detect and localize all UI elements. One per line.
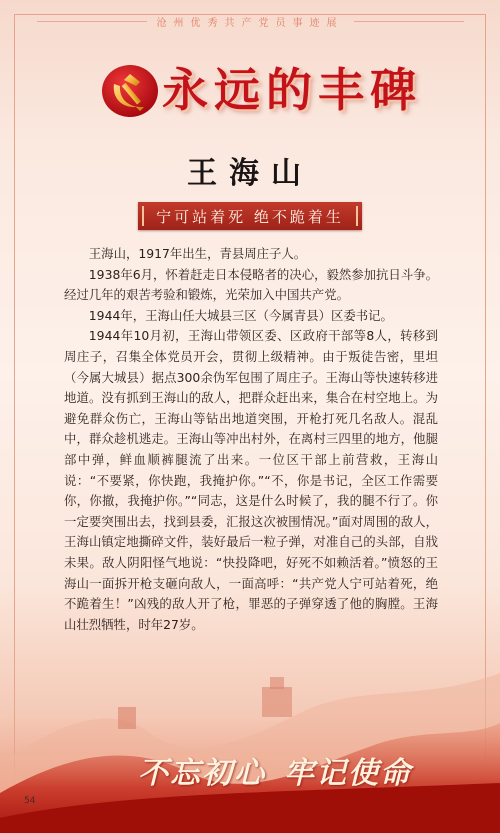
header-divider-right bbox=[354, 21, 464, 22]
paragraph-4: 1944年10月初，王海山带领区委、区政府干部等8人，转移到周庄子，召集全体党员开会，贯彻上级精神。由于叛徒告密，里坦（今属大城县）据点300余伪军包围了周庄子。王海山等快速转移进地道。没有抓到王海山的敌人，把群众赶出来，集合在村空地上。为避免群众伤亡，王海山等钻出地道突围，开枪打死几名敌人。混乱中，群众趁机逃走。王海山等冲出村外，在离村三四里的地方，他腿部中弹，鲜血顺裤腿流了出来。一位区干部上前营救，王海山说：“不要紧，你快跑，我掩护你。”“不，你是书记，全区工作需要你，你撤，我掩护你。”“同志，这是什么时候了，我的腿不行了。你一定要突围出去，找到县委，汇报这次被围情况。”面对周围的敌人，王海山镇定地撕碎文件，装好最后一粒子弹，对准自己的头部，自戕未果。敌人阴阳怪气地说：“快投降吧，好死不如赖活着。”愤怒的王海山一面拆开枪支砸向敌人，一面高呼：“共产党人宁可站着死，绝不跪着生！”凶残的敌人开了枪，罪恶的子弹穿透了他的胸膛。王海山壮烈牺牲，时年27岁。 bbox=[64, 328, 438, 632]
motto-text: 宁可站着死 绝不跪着生 bbox=[156, 207, 344, 226]
great-wall-illustration bbox=[0, 643, 500, 833]
hero-name: 王海山 bbox=[187, 156, 313, 191]
motto-banner bbox=[138, 202, 362, 230]
slogan-part-1: 不忘初心 bbox=[138, 756, 266, 791]
slogan-part-2: 牢记使命 bbox=[284, 756, 412, 791]
paragraph-2: 1938年6月，怀着赶走日本侵略者的决心，毅然参加抗日斗争。经过几年的艰苦考验和锻炼，光荣加入中国共产党。 bbox=[64, 266, 438, 303]
main-title: 永远的丰碑 bbox=[162, 63, 422, 117]
page-number: 54 bbox=[24, 796, 36, 806]
slogan bbox=[138, 752, 412, 796]
paragraph-1: 王海山，1917年出生，青县周庄子人。 bbox=[88, 246, 307, 261]
series-header bbox=[0, 10, 500, 32]
party-emblem-icon bbox=[100, 62, 160, 120]
paragraph-3: 1944年，王海山任大城县三区（今属青县）区委书记。 bbox=[88, 307, 393, 323]
biography-text bbox=[64, 244, 438, 635]
header-divider-left bbox=[37, 21, 147, 22]
series-title: 沧州优秀共产党员事迹展 bbox=[156, 17, 344, 29]
